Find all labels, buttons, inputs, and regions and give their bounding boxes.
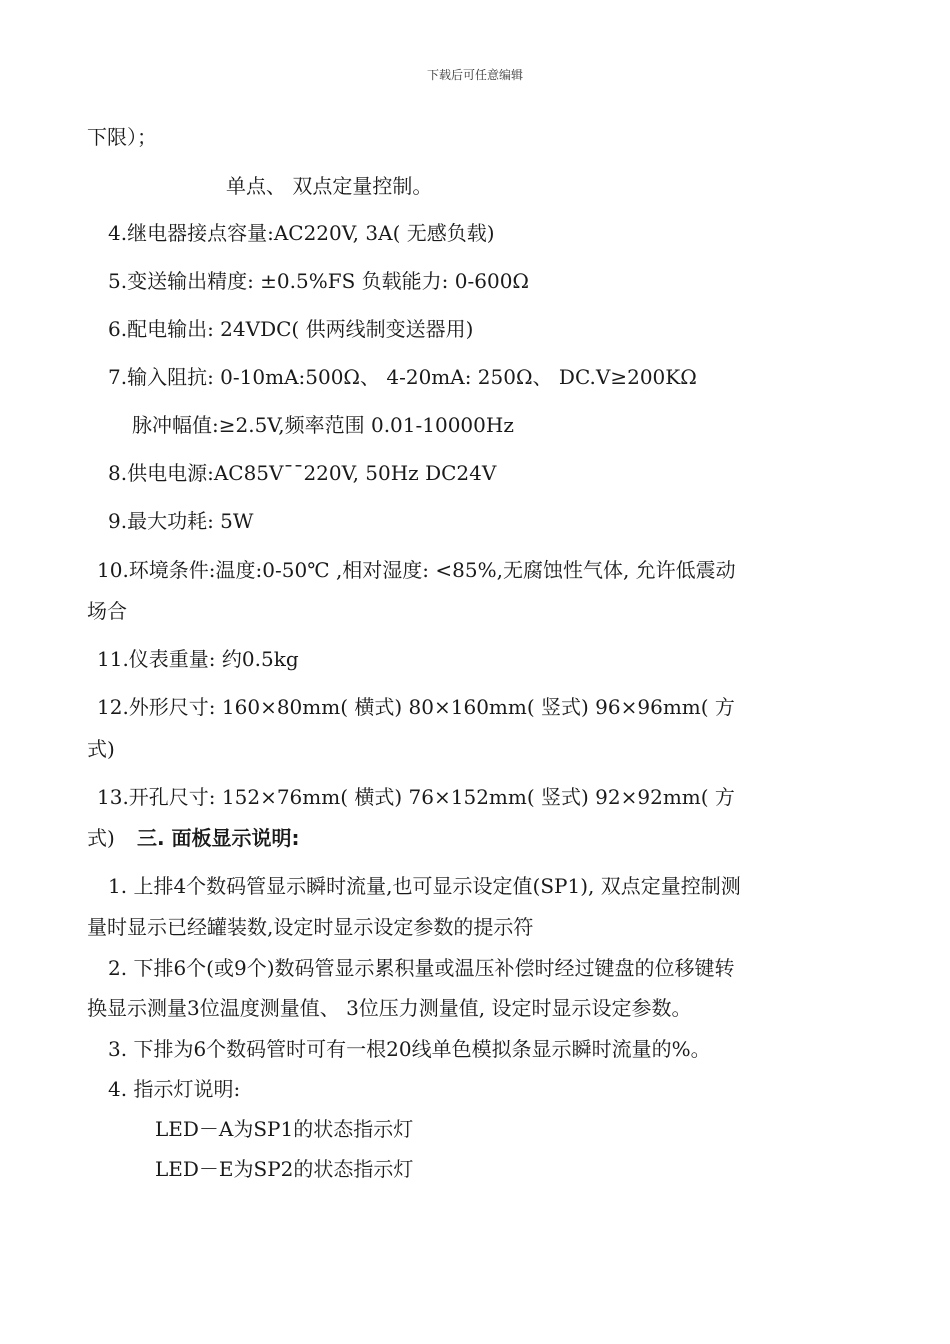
- led-e-description: LED－E为SP2的状态指示灯: [155, 1157, 414, 1181]
- spec-item-13: 13.开孔尺寸: 152×76mm( 横式) 76×152mm( 竖式) 92×92mm( 方: [97, 785, 735, 809]
- spec-item-8: 8.供电电源:AC85V¯¯220V, 50Hz DC24V: [108, 461, 497, 485]
- panel-item-3: 3. 下排为6个数码管时可有一根20线单色模拟条显示瞬时流量的%。: [108, 1037, 711, 1061]
- spec-item-5: 5.变送输出精度: ±0.5%FS 负载能力: 0-600Ω: [108, 269, 530, 293]
- panel-item-1-cont: 量时显示已经罐装数,设定时显示设定参数的提示符: [87, 915, 534, 939]
- panel-item-4: 4. 指示灯说明:: [108, 1077, 241, 1101]
- spec-item-11: 11.仪表重量: 约0.5kg: [97, 647, 299, 671]
- spec-item-13-cont: 式): [87, 826, 115, 850]
- spec-item-7-cont: 脉冲幅值:≥2.5V,频率范围 0.01-10000Hz: [132, 413, 514, 437]
- text-line: 下限）；: [87, 125, 157, 149]
- spec-item-10: 10.环境条件:温度:0-50℃ ,相对湿度: <85%,无腐蚀性气体, 允许低震动: [97, 558, 736, 582]
- section-heading: 三. 面板显示说明:: [137, 826, 300, 850]
- spec-item-10-cont: 场合: [87, 599, 127, 623]
- page-header: 下载后可任意编辑: [426, 68, 523, 82]
- panel-item-2-cont: 换显示测量3位温度测量值、 3位压力测量值, 设定时显示设定参数。: [87, 996, 692, 1020]
- spec-item-6: 6.配电输出: 24VDC( 供两线制变送器用): [108, 317, 474, 341]
- spec-item-12-cont: 式): [87, 737, 115, 761]
- panel-item-1: 1. 上排4个数码管显示瞬时流量,也可显示设定值(SP1), 双点定量控制测: [108, 874, 741, 898]
- text-line: 单点、 双点定量控制。: [226, 174, 433, 198]
- spec-item-7: 7.输入阻抗: 0-10mA:500Ω、 4-20mA: 250Ω、 DC.V≥200KΩ: [108, 365, 697, 389]
- led-a-description: LED－A为SP1的状态指示灯: [155, 1117, 414, 1141]
- panel-item-2: 2. 下排6个(或9个)数码管显示累积量或温压补偿时经过键盘的位移键转: [108, 956, 735, 980]
- spec-item-4: 4.继电器接点容量:AC220V, 3A( 无感负载): [108, 221, 495, 245]
- spec-item-9: 9.最大功耗: 5W: [108, 509, 254, 533]
- spec-item-12: 12.外形尺寸: 160×80mm( 横式) 80×160mm( 竖式) 96×96mm( 方: [97, 695, 735, 719]
